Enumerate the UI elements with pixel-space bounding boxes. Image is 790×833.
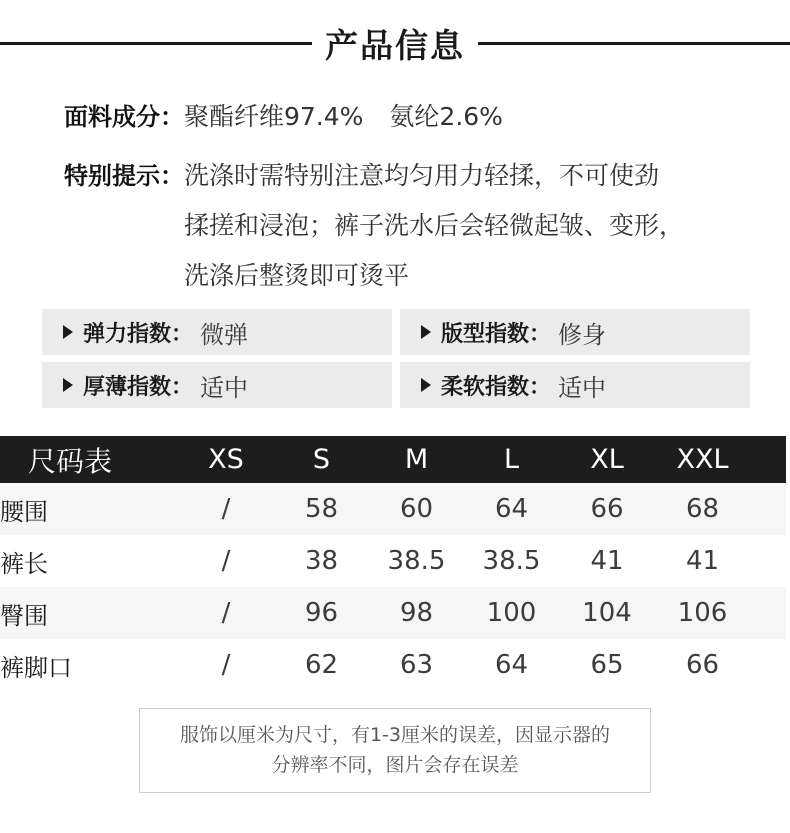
fabric-label: 面料成分： [64,103,184,131]
size-cell: 60 [399,494,434,524]
size-col-s: S [312,444,331,475]
row-spacer [750,535,786,587]
row-label: 裤长 [0,549,48,578]
row-label: 裤脚口 [0,653,72,682]
right-triangle-icon [63,325,73,339]
notice-text [184,151,684,301]
size-cell: 104 [582,598,632,628]
size-cell: 58 [304,494,339,524]
index-value: 适中 [558,373,607,402]
size-col-xxl: XXL [676,444,729,475]
title-rule-right [478,42,790,45]
size-cell: / [221,494,231,524]
index-label: 弹力指数： [83,321,194,347]
right-triangle-icon [421,378,431,392]
size-table-header-row [0,436,786,483]
right-triangle-icon [63,378,73,392]
notice-line: 揉搓和浸泡；裤子洗水后会轻微起皱、变形， [184,211,685,240]
size-table [0,436,786,691]
size-col-xs: XS [208,444,244,475]
row-spacer [750,587,786,639]
size-table-title: 尺码表 [28,444,113,478]
size-cell: 64 [494,494,529,524]
index-box-thickness [42,362,392,408]
index-value: 修身 [558,320,607,349]
size-cell: 66 [685,650,720,680]
table-row-waist [0,483,786,535]
product-info-page [0,22,790,833]
section-title-bar [0,22,790,64]
fabric-composition-row [64,100,790,137]
size-cell: / [221,650,231,680]
size-cell: 63 [399,650,434,680]
right-triangle-icon [421,325,431,339]
index-box-fit [400,309,750,355]
index-label: 柔软指数： [441,374,552,400]
footer-note-line: 服饰以厘米为尺寸，有1-3厘米的误差，因显示器的 [179,724,611,746]
notice-line: 洗涤时需特别注意均匀用力轻揉，不可使劲 [184,161,660,190]
size-cell: 62 [304,650,339,680]
size-col-l: L [503,444,520,475]
size-col-xl: XL [590,444,624,475]
size-cell: 38.5 [387,546,446,576]
table-row-leg-opening [0,639,786,691]
title-rule-left [0,42,312,45]
size-cell: 64 [494,650,529,680]
index-label: 版型指数： [441,321,552,347]
size-cell: 98 [399,598,434,628]
index-value: 适中 [200,373,249,402]
footer-note-line: 分辨率不同，图片会存在误差 [271,754,519,776]
size-cell: 96 [304,598,339,628]
size-cell: 38 [304,546,339,576]
size-cell: 66 [590,494,624,524]
footer-note [139,708,651,793]
index-value: 微弹 [200,320,249,349]
size-cell: 38.5 [482,546,541,576]
size-cell: 68 [685,494,720,524]
special-notice-row [64,151,790,301]
table-row-pants-length [0,535,786,587]
index-box-elasticity [42,309,392,355]
size-col-m: M [404,444,429,475]
size-cell: 41 [590,546,624,576]
row-spacer [750,483,786,535]
size-cell: / [221,598,231,628]
index-box-softness [400,362,750,408]
index-grid [42,309,750,408]
size-cell: / [221,546,231,576]
header-spacer [750,436,786,483]
fabric-value-polyester: 聚酯纤维97.4% [184,102,364,131]
size-cell: 100 [486,598,537,628]
index-label: 厚薄指数： [83,374,194,400]
notice-label: 特别提示： [64,162,184,190]
table-row-hip [0,587,786,639]
row-spacer [750,639,786,691]
notice-line: 洗涤后整烫即可烫平 [184,261,410,290]
size-cell: 106 [677,598,728,628]
size-cell: 65 [590,650,624,680]
row-label: 腰围 [0,497,48,526]
fabric-value-spandex: 氨纶2.6% [389,102,503,131]
row-label: 臀围 [0,601,48,630]
page-title: 产品信息 [325,25,465,65]
size-cell: 41 [685,546,720,576]
